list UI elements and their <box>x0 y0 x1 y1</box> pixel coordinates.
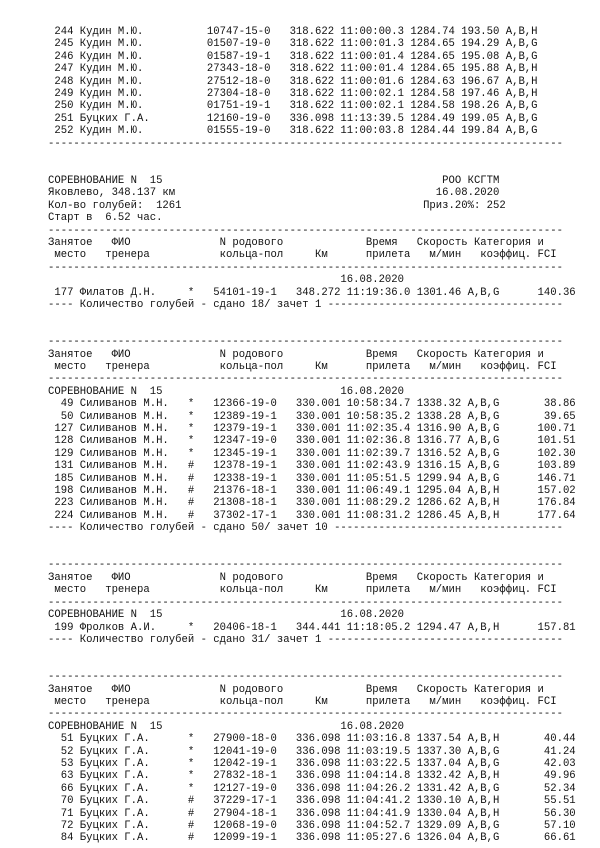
report-line: 252 Кудин М.Ю. 01555-19-0 318.622 11:00:03.8 1284.44 199.84 A,B,G <box>48 125 538 138</box>
report-line: СОРЕВНОВАНИЕ N 15 16.08.2020 <box>48 720 405 733</box>
report-line: 244 Кудин М.Ю. 10747-15-0 318.622 11:00:00.3 1284.74 193.50 A,B,H <box>48 26 538 38</box>
report-line: 71 Буцких Г.А. # 27904-18-1 336.098 11:04:41.9 1330.04 A,B,H 56.30 <box>48 807 576 820</box>
report-line: 70 Буцких Г.А. # 37229-17-1 336.098 11:04:41.2 1330.10 A,B,H 55.51 <box>48 795 576 808</box>
report-line: 247 Кудин М.Ю. 27343-18-0 318.622 11:00:01.4 1284.65 195.88 A,B,H <box>48 63 538 76</box>
report-line: ---- Количество голубей - сдано 50/ зачет 10 ------------------------------------ <box>48 522 563 535</box>
separator-line: --------------------------------------------------------------------------------- <box>48 137 563 150</box>
separator-line: --------------------------------------------------------------------------------- <box>48 708 563 721</box>
report-line: Кол-во голубей: 1261 Приз.20%: 252 <box>48 199 506 212</box>
report-line: место тренера кольца-пол Км прилета м/мин коэффиц. FCI <box>48 360 557 373</box>
report-line: место тренера кольца-пол Км прилета м/мин коэффиц. FCI <box>48 584 557 597</box>
blank-line <box>48 150 576 162</box>
blank-line <box>48 547 576 559</box>
report-line: 245 Кудин М.Ю. 01507-19-0 318.622 11:00:01.3 1284.65 194.29 A,B,G <box>48 38 538 51</box>
report-line: 49 Силиванов М.Н. * 12366-19-0 330.001 10:58:34.7 1338.32 A,B,G 38.86 <box>48 398 576 411</box>
report-line: 177 Филатов Д.Н. * 54101-19-1 348.272 11:19:36.0 1301.46 A,B,G 140.36 <box>48 286 576 299</box>
report-line: место тренера кольца-пол Км прилета м/мин коэффиц. FCI <box>48 695 557 708</box>
report-line: 51 Буцких Г.А. * 27900-18-0 336.098 11:03:16.8 1337.54 A,B,H 40.44 <box>48 733 576 746</box>
report-line: 16.08.2020 <box>48 274 405 287</box>
report-line: 249 Кудин М.Ю. 27304-18-0 318.622 11:00:02.1 1284.58 197.46 A,B,H <box>48 88 538 101</box>
separator-line: --------------------------------------------------------------------------------- <box>48 224 563 237</box>
report-line: Занятое ФИО N родового Время Скорость Категория и <box>48 683 544 696</box>
separator-line: --------------------------------------------------------------------------------- <box>48 336 563 349</box>
blank-line <box>48 659 576 671</box>
report-line: 52 Буцких Г.А. * 12041-19-0 336.098 11:03:19.5 1337.30 A,B,G 41.24 <box>48 745 576 758</box>
report-line: 131 Силиванов М.Н. # 12378-19-1 330.001 11:02:43.9 1316.15 A,B,G 103.89 <box>48 460 576 473</box>
report-line: 248 Кудин М.Ю. 27512-18-0 318.622 11:00:01.6 1284.63 196.67 A,B,H <box>48 75 538 88</box>
separator-line: --------------------------------------------------------------------------------- <box>48 671 563 684</box>
separator-line: --------------------------------------------------------------------------------- <box>48 261 563 274</box>
report-line: Яковлево, 348.137 км 16.08.2020 <box>48 187 500 200</box>
blank-line <box>48 311 576 323</box>
report-line: 224 Силиванов М.Н. # 37302-17-1 330.001 11:08:31.2 1286.45 A,B,H 177.64 <box>48 509 576 522</box>
report-line: 53 Буцких Г.А. * 12042-19-1 336.098 11:03:22.5 1337.04 A,B,G 42.03 <box>48 757 576 770</box>
report-line: 250 Кудин М.Ю. 01751-19-1 318.622 11:00:02.1 1284.58 198.26 A,B,G <box>48 100 538 113</box>
report-line: 63 Буцких Г.А. * 27832-18-1 336.098 11:04:14.8 1332.42 A,B,H 49.96 <box>48 770 576 783</box>
report-line: 198 Силиванов М.Н. # 21376-18-1 330.001 11:06:49.1 1295.04 A,B,H 157.02 <box>48 485 576 498</box>
report-line: 129 Силиванов М.Н. * 12345-19-1 330.001 11:02:39.7 1316.52 A,B,G 102.30 <box>48 447 576 460</box>
report-line: 72 Буцких Г.А. # 12068-19-0 336.098 11:04:52.7 1329.09 A,B,G 57.10 <box>48 820 576 832</box>
report-line: СОРЕВНОВАНИЕ N 15 РОО КСГТМ <box>48 174 500 187</box>
report-line: 66 Буцких Г.А. * 12127-19-0 336.098 11:04:26.2 1331.42 A,B,G 52.34 <box>48 782 576 795</box>
report-line: 246 Кудин М.Ю. 01587-19-1 318.622 11:00:01.4 1284.65 195.08 A,B,G <box>48 50 538 63</box>
report-line: ---- Количество голубей - сдано 31/ зачет 1 ------------------------------------- <box>48 633 563 646</box>
separator-line: --------------------------------------------------------------------------------- <box>48 373 563 386</box>
report-line: ---- Количество голубей - сдано 18/ зачет 1 ------------------------------------- <box>48 298 563 311</box>
separator-line: --------------------------------------------------------------------------------- <box>48 559 563 572</box>
report-line: Занятое ФИО N родового Время Скорость Категория и <box>48 236 544 249</box>
results-document <box>48 26 576 845</box>
report-line: Старт в 6.52 час. <box>48 212 163 225</box>
report-line: СОРЕВНОВАНИЕ N 15 16.08.2020 <box>48 609 405 622</box>
separator-line: --------------------------------------------------------------------------------- <box>48 596 563 609</box>
report-line: 128 Силиванов М.Н. * 12347-19-0 330.001 11:02:36.8 1316.77 A,B,G 101.51 <box>48 435 576 448</box>
report-line: 185 Силиванов М.Н. # 12338-19-1 330.001 11:05:51.5 1299.94 A,B,G 146.71 <box>48 472 576 485</box>
report-line: 127 Силиванов М.Н. * 12379-19-1 330.001 11:02:35.4 1316.90 A,B,G 100.71 <box>48 423 576 435</box>
report-line: 50 Силиванов М.Н. * 12389-19-1 330.001 10:58:35.2 1338.28 A,B,G 39.65 <box>48 410 576 423</box>
report-line: место тренера кольца-пол Км прилета м/мин коэффиц. FCI <box>48 249 557 262</box>
blank-line <box>48 646 576 658</box>
blank-line <box>48 535 576 547</box>
report-line: СОРЕВНОВАНИЕ N 15 16.08.2020 <box>48 385 405 398</box>
report-line: 84 Буцких Г.А. # 12099-19-1 336.098 11:05:27.6 1326.04 A,B,G 66.61 <box>48 832 576 845</box>
blank-line <box>48 162 576 174</box>
report-line: 199 Фролков А.И. * 20406-18-1 344.441 11:18:05.2 1294.47 A,B,H 157.81 <box>48 621 576 634</box>
blank-line <box>48 324 576 336</box>
report-line: 223 Силиванов М.Н. # 21308-18-1 330.001 11:08:29.2 1286.62 A,B,H 176.84 <box>48 497 576 510</box>
report-line: Занятое ФИО N родового Время Скорость Категория и <box>48 571 544 584</box>
report-line: Занятое ФИО N родового Время Скорость Категория и <box>48 348 544 361</box>
report-line: 251 Буцких Г.А. 12160-19-0 336.098 11:13:39.5 1284.49 199.05 A,B,G <box>48 112 538 125</box>
